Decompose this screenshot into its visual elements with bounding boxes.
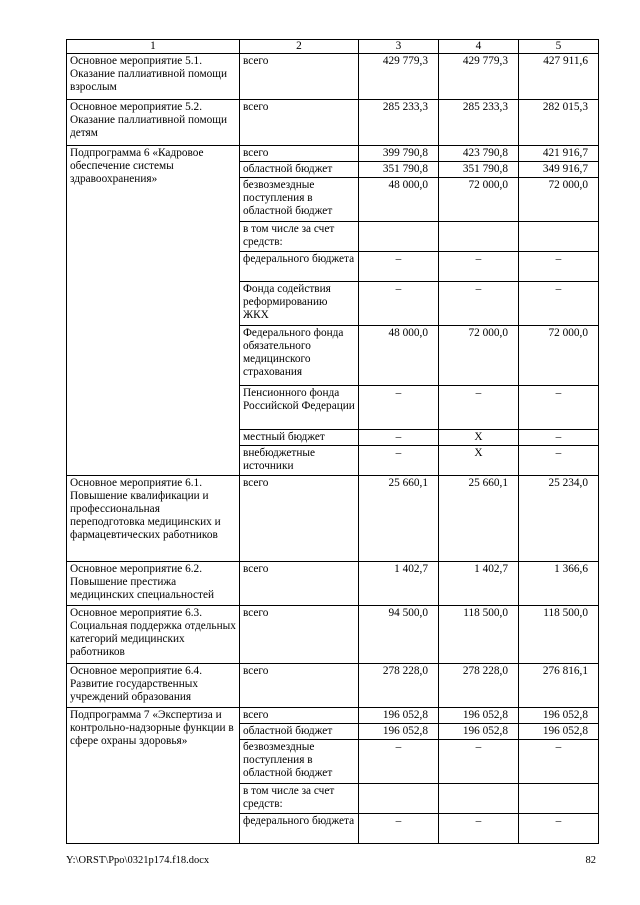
value-cell: 196 052,8: [439, 708, 519, 724]
value-cell: 429 779,3: [359, 54, 439, 100]
value-cell: 25 234,0: [519, 476, 599, 562]
value-cell: –: [359, 446, 439, 476]
funding-source-cell: федерального бюджета: [240, 814, 359, 844]
header-cell: 2: [240, 40, 359, 54]
value-cell: 196 052,8: [519, 724, 599, 740]
value-cell: Х: [439, 430, 519, 446]
budget-table: [66, 39, 599, 844]
value-cell: [439, 784, 519, 814]
table-row: [67, 606, 599, 664]
funding-source-cell: Федерального фонда обязательного медицинского страхования: [240, 326, 359, 386]
table-row: [67, 100, 599, 146]
value-cell: 196 052,8: [359, 724, 439, 740]
value-cell: –: [359, 814, 439, 844]
funding-source-cell: всего: [240, 664, 359, 708]
header-cell: 5: [519, 40, 599, 54]
funding-source-cell: федерального бюджета: [240, 252, 359, 282]
value-cell: 423 790,8: [439, 146, 519, 162]
value-cell: 276 816,1: [519, 664, 599, 708]
value-cell: 351 790,8: [359, 162, 439, 178]
funding-source-cell: областной бюджет: [240, 724, 359, 740]
value-cell: 118 500,0: [439, 606, 519, 664]
value-cell: [439, 222, 519, 252]
table-row: [67, 54, 599, 100]
value-cell: 421 916,7: [519, 146, 599, 162]
value-cell: 285 233,3: [359, 100, 439, 146]
value-cell: –: [519, 740, 599, 784]
value-cell: –: [519, 446, 599, 476]
value-cell: Х: [439, 446, 519, 476]
value-cell: 25 660,1: [359, 476, 439, 562]
value-cell: [359, 222, 439, 252]
value-cell: [359, 784, 439, 814]
value-cell: –: [359, 252, 439, 282]
funding-source-cell: в том числе за счет средств:: [240, 784, 359, 814]
value-cell: –: [439, 386, 519, 430]
value-cell: 25 660,1: [439, 476, 519, 562]
value-cell: –: [359, 386, 439, 430]
value-cell: –: [519, 430, 599, 446]
value-cell: 72 000,0: [439, 326, 519, 386]
funding-source-cell: Фонда содействия реформированию ЖКХ: [240, 282, 359, 326]
table-row: [67, 708, 599, 724]
value-cell: 72 000,0: [519, 326, 599, 386]
funding-source-cell: всего: [240, 606, 359, 664]
value-cell: –: [519, 252, 599, 282]
funding-source-cell: безвозмездные поступления в областной бюджет: [240, 740, 359, 784]
program-name-cell: Основное мероприятие 6.4. Развитие государственных учреждений образования: [67, 664, 240, 708]
value-cell: 1 402,7: [439, 562, 519, 606]
table-row: [67, 146, 599, 162]
value-cell: 1 366,6: [519, 562, 599, 606]
value-cell: –: [439, 814, 519, 844]
value-cell: 427 911,6: [519, 54, 599, 100]
value-cell: 196 052,8: [359, 708, 439, 724]
value-cell: 48 000,0: [359, 326, 439, 386]
value-cell: 278 228,0: [359, 664, 439, 708]
value-cell: 118 500,0: [519, 606, 599, 664]
funding-source-cell: местный бюджет: [240, 430, 359, 446]
value-cell: [519, 784, 599, 814]
value-cell: –: [359, 282, 439, 326]
program-name-cell: Основное мероприятие 5.2. Оказание паллиативной помощи детям: [67, 100, 240, 146]
value-cell: 72 000,0: [439, 178, 519, 222]
value-cell: 94 500,0: [359, 606, 439, 664]
value-cell: –: [519, 814, 599, 844]
table-row: [67, 664, 599, 708]
program-name-cell: Основное мероприятие 5.1. Оказание паллиативной помощи взрослым: [67, 54, 240, 100]
value-cell: –: [359, 430, 439, 446]
value-cell: –: [359, 740, 439, 784]
funding-source-cell: в том числе за счет средств:: [240, 222, 359, 252]
funding-source-cell: всего: [240, 100, 359, 146]
program-name-cell: Подпрограмма 7 «Экспертиза и контрольно-надзорные функции в сфере охраны здоровья»: [67, 708, 240, 844]
value-cell: 399 790,8: [359, 146, 439, 162]
footer-file-path: Y:\ORST\Ppo\0321p174.f18.docx: [66, 855, 210, 866]
table-header-row: [67, 40, 599, 54]
table-row: [67, 476, 599, 562]
value-cell: –: [439, 252, 519, 282]
funding-source-cell: Пенсионного фонда Российской Федерации: [240, 386, 359, 430]
program-name-cell: Основное мероприятие 6.2. Повышение престижа медицинских специальностей: [67, 562, 240, 606]
table-row: [67, 562, 599, 606]
page-number: 82: [585, 855, 596, 866]
program-name-cell: Основное мероприятие 6.1. Повышение квалификации и профессиональная переподготовка медицинских и фармацевтических работников: [67, 476, 240, 562]
program-name-cell: Основное мероприятие 6.3. Социальная поддержка отдельных категорий медицинских работников: [67, 606, 240, 664]
funding-source-cell: безвозмездные поступления в областной бюджет: [240, 178, 359, 222]
value-cell: 72 000,0: [519, 178, 599, 222]
funding-source-cell: областной бюджет: [240, 162, 359, 178]
value-cell: –: [439, 282, 519, 326]
value-cell: 196 052,8: [439, 724, 519, 740]
funding-source-cell: всего: [240, 708, 359, 724]
value-cell: 278 228,0: [439, 664, 519, 708]
value-cell: [519, 222, 599, 252]
value-cell: 196 052,8: [519, 708, 599, 724]
funding-source-cell: всего: [240, 54, 359, 100]
value-cell: 282 015,3: [519, 100, 599, 146]
funding-source-cell: всего: [240, 476, 359, 562]
funding-source-cell: всего: [240, 146, 359, 162]
program-name-cell: Подпрограмма 6 «Кадровое обеспечение системы здравоохранения»: [67, 146, 240, 476]
header-cell: 3: [359, 40, 439, 54]
value-cell: 285 233,3: [439, 100, 519, 146]
value-cell: –: [439, 740, 519, 784]
value-cell: 1 402,7: [359, 562, 439, 606]
value-cell: –: [519, 386, 599, 430]
value-cell: –: [519, 282, 599, 326]
header-cell: 4: [439, 40, 519, 54]
funding-source-cell: всего: [240, 562, 359, 606]
funding-source-cell: внебюджетные источники: [240, 446, 359, 476]
value-cell: 429 779,3: [439, 54, 519, 100]
header-cell: 1: [67, 40, 240, 54]
value-cell: 351 790,8: [439, 162, 519, 178]
value-cell: 48 000,0: [359, 178, 439, 222]
value-cell: 349 916,7: [519, 162, 599, 178]
